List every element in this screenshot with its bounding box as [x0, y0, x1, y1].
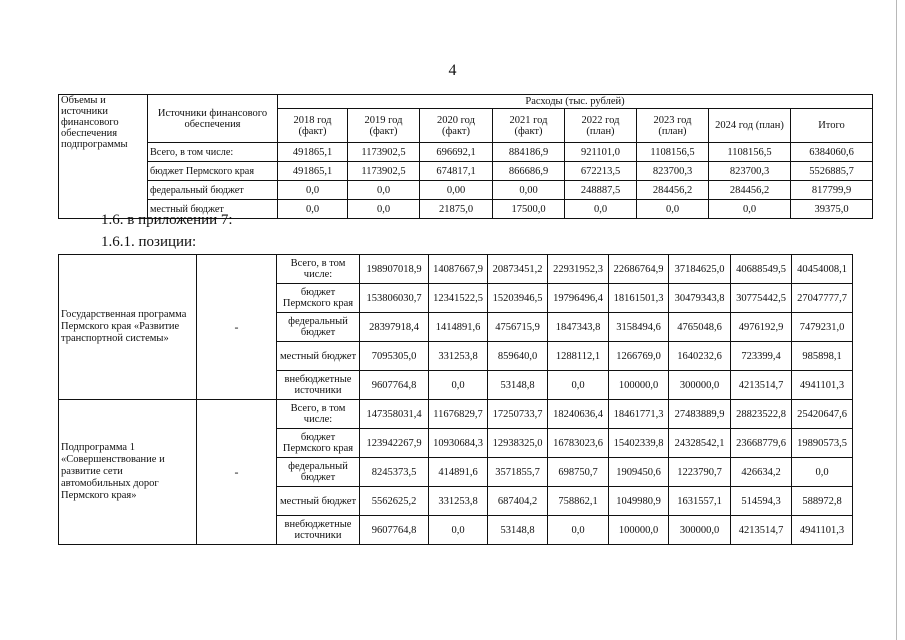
program-name: Государственная программа Пермского края «Развитие транспортной системы»	[59, 255, 197, 400]
value-cell: 588972,8	[792, 487, 853, 516]
value-cell: 4756715,9	[488, 313, 548, 342]
value-cell: 331253,8	[429, 487, 488, 516]
value-cell: 284456,2	[709, 181, 791, 200]
value-cell: 30479343,8	[669, 284, 731, 313]
value-cell: 672213,5	[565, 162, 637, 181]
source-cell: Всего, в том числе:	[277, 400, 360, 429]
value-cell: 0,0	[565, 200, 637, 219]
value-cell: 1173902,5	[348, 143, 420, 162]
value-cell: 1049980,9	[609, 487, 669, 516]
value-cell: 0,0	[278, 181, 348, 200]
source-cell: местный бюджет	[277, 487, 360, 516]
value-cell: 24328542,1	[669, 429, 731, 458]
value-cell: 4976192,9	[731, 313, 792, 342]
value-cell: 15402339,8	[609, 429, 669, 458]
expenses-header: Расходы (тыс. рублей)	[278, 95, 873, 109]
value-cell: 0,0	[348, 200, 420, 219]
value-cell: 300000,0	[669, 371, 731, 400]
page-edge	[896, 0, 897, 640]
value-cell: 300000,0	[669, 516, 731, 545]
value-cell: 9607764,8	[360, 371, 429, 400]
value-cell: 8245373,5	[360, 458, 429, 487]
dash-cell: -	[197, 400, 277, 545]
value-cell: 859640,0	[488, 342, 548, 371]
page-number: 4	[448, 62, 457, 79]
value-cell: 1223790,7	[669, 458, 731, 487]
value-cell: 12938325,0	[488, 429, 548, 458]
value-cell: 823700,3	[637, 162, 709, 181]
value-cell: 4213514,7	[731, 516, 792, 545]
year-header: 2023 год (план)	[637, 109, 709, 143]
year-header: 2024 год (план)	[709, 109, 791, 143]
value-cell: 53148,8	[488, 516, 548, 545]
value-cell: 1108156,5	[637, 143, 709, 162]
value-cell: 4941101,3	[792, 516, 853, 545]
value-cell: 27047777,7	[792, 284, 853, 313]
total-header: Итого	[791, 109, 873, 143]
value-cell: 14087667,9	[429, 255, 488, 284]
source-cell: местный бюджет	[148, 200, 278, 219]
source-cell: внебюджетные источники	[277, 371, 360, 400]
value-cell: 491865,1	[278, 162, 348, 181]
value-cell: 11676829,7	[429, 400, 488, 429]
table-row	[59, 181, 873, 200]
value-cell: 696692,1	[420, 143, 493, 162]
source-cell: федеральный бюджет	[277, 313, 360, 342]
value-cell: 823700,3	[709, 162, 791, 181]
value-cell: 22931952,3	[548, 255, 609, 284]
value-cell: 28823522,8	[731, 400, 792, 429]
source-cell: федеральный бюджет	[148, 181, 278, 200]
value-cell: 0,0	[548, 371, 609, 400]
value-cell: 0,0	[429, 371, 488, 400]
value-cell: 3571855,7	[488, 458, 548, 487]
value-cell: 674817,1	[420, 162, 493, 181]
value-cell: 414891,6	[429, 458, 488, 487]
year-header: 2019 год (факт)	[348, 109, 420, 143]
value-cell: 17500,0	[493, 200, 565, 219]
value-cell: 884186,9	[493, 143, 565, 162]
value-cell: 30775442,5	[731, 284, 792, 313]
year-header: 2022 год (план)	[565, 109, 637, 143]
value-cell: 21875,0	[420, 200, 493, 219]
source-cell: Всего, в том числе:	[148, 143, 278, 162]
column-label: Объемы и источники финансового обеспечения подпрограммы	[59, 95, 148, 219]
value-cell: 1414891,6	[429, 313, 488, 342]
value-cell: 1909450,6	[609, 458, 669, 487]
value-cell: 18161501,3	[609, 284, 669, 313]
value-cell: 1631557,1	[669, 487, 731, 516]
value-cell: 0,0	[429, 516, 488, 545]
dash-cell: -	[197, 255, 277, 400]
value-cell: 5526885,7	[791, 162, 873, 181]
source-cell: федеральный бюджет	[277, 458, 360, 487]
value-cell: 4213514,7	[731, 371, 792, 400]
program-table	[58, 254, 853, 545]
value-cell: 1288112,1	[548, 342, 609, 371]
value-cell: 284456,2	[637, 181, 709, 200]
value-cell: 3158494,6	[609, 313, 669, 342]
value-cell: 23668779,6	[731, 429, 792, 458]
value-cell: 1173902,5	[348, 162, 420, 181]
value-cell: 5562625,2	[360, 487, 429, 516]
table-row	[59, 162, 873, 181]
column-header: Источники финансового обеспечения	[148, 95, 278, 143]
source-cell: бюджет Пермского края	[148, 162, 278, 181]
year-header: 2018 год (факт)	[278, 109, 348, 143]
value-cell: 153806030,7	[360, 284, 429, 313]
value-cell: 40454008,1	[792, 255, 853, 284]
source-cell: бюджет Пермского края	[277, 429, 360, 458]
value-cell: 426634,2	[731, 458, 792, 487]
value-cell: 491865,1	[278, 143, 348, 162]
table-header-row	[59, 95, 873, 109]
value-cell: 866686,9	[493, 162, 565, 181]
value-cell: 147358031,4	[360, 400, 429, 429]
value-cell: 0,0	[348, 181, 420, 200]
value-cell: 0,0	[278, 200, 348, 219]
value-cell: 1640232,6	[669, 342, 731, 371]
value-cell: 7095305,0	[360, 342, 429, 371]
value-cell: 53148,8	[488, 371, 548, 400]
value-cell: 12341522,5	[429, 284, 488, 313]
value-cell: 7479231,0	[792, 313, 853, 342]
value-cell: 9607764,8	[360, 516, 429, 545]
value-cell: 19890573,5	[792, 429, 853, 458]
value-cell: 28397918,4	[360, 313, 429, 342]
value-cell: 985898,1	[792, 342, 853, 371]
value-cell: 100000,0	[609, 371, 669, 400]
value-cell: 817799,9	[791, 181, 873, 200]
value-cell: 723399,4	[731, 342, 792, 371]
table-row	[59, 400, 853, 429]
value-cell: 10930684,3	[429, 429, 488, 458]
value-cell: 25420647,6	[792, 400, 853, 429]
table-row	[59, 255, 853, 284]
value-cell: 0,00	[493, 181, 565, 200]
value-cell: 18240636,4	[548, 400, 609, 429]
source-cell: бюджет Пермского края	[277, 284, 360, 313]
table-row	[59, 143, 873, 162]
value-cell: 6384060,6	[791, 143, 873, 162]
value-cell: 248887,5	[565, 181, 637, 200]
value-cell: 1108156,5	[709, 143, 791, 162]
program-name: Подпрограмма 1 «Совершенствование и развитие сети автомобильных дорог Пермского края»	[59, 400, 197, 545]
value-cell: 4765048,6	[669, 313, 731, 342]
value-cell: 123942267,9	[360, 429, 429, 458]
value-cell: 1847343,8	[548, 313, 609, 342]
value-cell: 0,00	[420, 181, 493, 200]
value-cell: 39375,0	[791, 200, 873, 219]
value-cell: 698750,7	[548, 458, 609, 487]
value-cell: 0,0	[548, 516, 609, 545]
subsection-heading: 1.6.1. позиции:	[101, 234, 197, 250]
source-cell: внебюджетные источники	[277, 516, 360, 545]
value-cell: 0,0	[637, 200, 709, 219]
value-cell: 27483889,9	[669, 400, 731, 429]
value-cell: 20873451,2	[488, 255, 548, 284]
value-cell: 0,0	[792, 458, 853, 487]
value-cell: 0,0	[709, 200, 791, 219]
value-cell: 1266769,0	[609, 342, 669, 371]
value-cell: 100000,0	[609, 516, 669, 545]
value-cell: 4941101,3	[792, 371, 853, 400]
value-cell: 19796496,4	[548, 284, 609, 313]
value-cell: 514594,3	[731, 487, 792, 516]
year-header: 2020 год (факт)	[420, 109, 493, 143]
source-cell: Всего, в том числе:	[277, 255, 360, 284]
value-cell: 15203946,5	[488, 284, 548, 313]
value-cell: 37184625,0	[669, 255, 731, 284]
section-heading: 1.6. в приложении 7:	[101, 212, 233, 228]
financing-table	[58, 94, 873, 219]
value-cell: 331253,8	[429, 342, 488, 371]
value-cell: 687404,2	[488, 487, 548, 516]
value-cell: 17250733,7	[488, 400, 548, 429]
value-cell: 16783023,6	[548, 429, 609, 458]
value-cell: 198907018,9	[360, 255, 429, 284]
value-cell: 18461771,3	[609, 400, 669, 429]
value-cell: 758862,1	[548, 487, 609, 516]
value-cell: 40688549,5	[731, 255, 792, 284]
value-cell: 921101,0	[565, 143, 637, 162]
year-header: 2021 год (факт)	[493, 109, 565, 143]
source-cell: местный бюджет	[277, 342, 360, 371]
value-cell: 22686764,9	[609, 255, 669, 284]
